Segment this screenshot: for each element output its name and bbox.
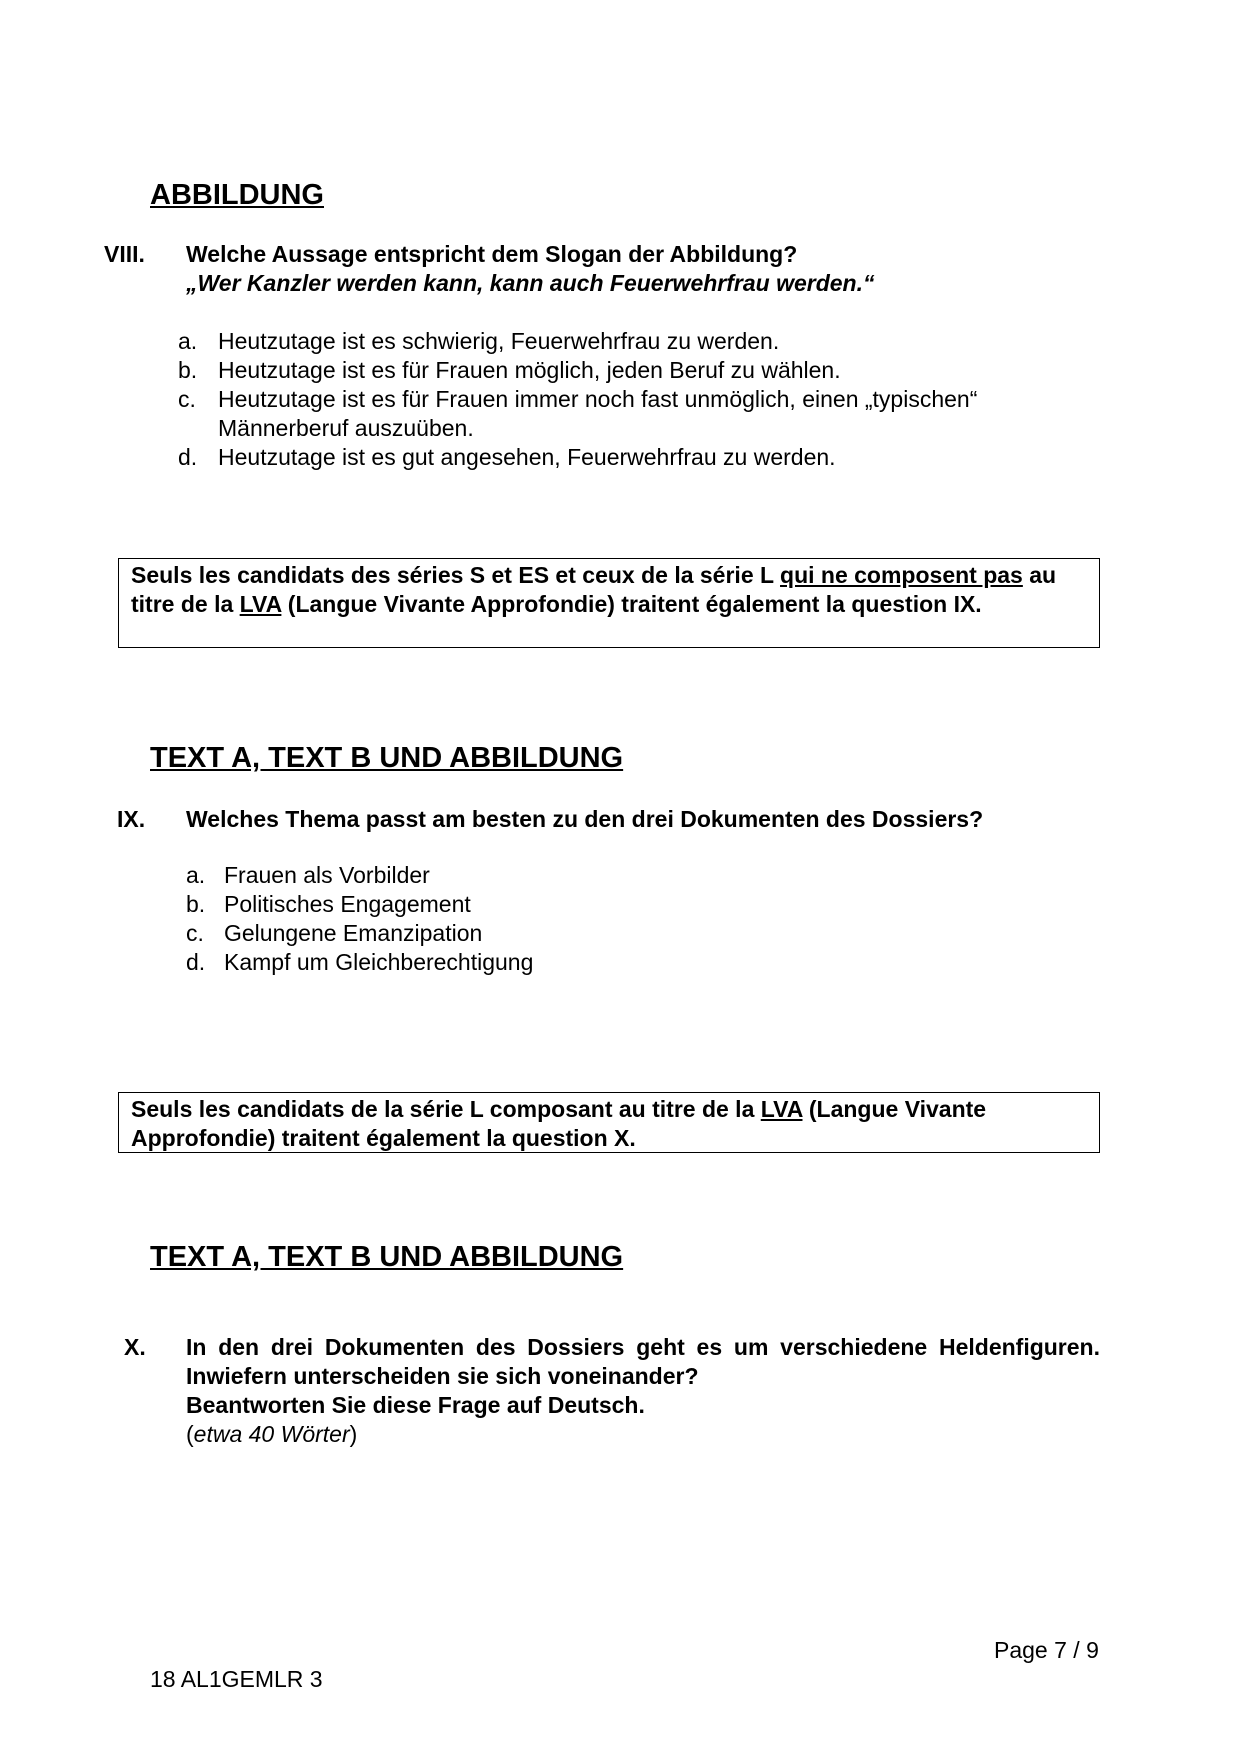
- question-number-x: X.: [124, 1334, 146, 1360]
- option-d: d. Heutzutage ist es gut angesehen, Feuerwehrfrau zu werden.: [178, 444, 836, 470]
- section-x-heading: TEXT A, TEXT B UND ABBILDUNG: [150, 1241, 624, 1273]
- page-number: Page 7 / 9: [994, 1637, 1099, 1663]
- question-viii-slogan: „Wer Kanzler werden kann, kann auch Feuerwehrfrau werden.“: [186, 270, 875, 296]
- question-viii-text: Welche Aussage entspricht dem Slogan der Abbildung?: [186, 241, 798, 267]
- question-number-viii: VIII.: [104, 241, 145, 267]
- section-viii-heading: ABBILDUNG: [150, 179, 324, 211]
- document-code: 18 AL1GEMLR 3: [150, 1666, 323, 1692]
- notice-question-x: Seuls les candidats de la série L composant au titre de la LVA (Langue Vivante Approfondie) traitent également la question X.: [118, 1092, 1100, 1153]
- option-a: a. Frauen als Vorbilder: [186, 862, 430, 888]
- word-count-hint: (etwa 40 Wörter): [186, 1421, 358, 1447]
- notice-question-ix: Seuls les candidats des séries S et ES et ceux de la série L qui ne composent pas au titre de la LVA (Langue Vivante Approfondie) traitent également la question IX.: [118, 558, 1100, 648]
- option-b: b. Heutzutage ist es für Frauen möglich, jeden Beruf zu wählen.: [178, 357, 841, 383]
- option-c: c. Gelungene Emanzipation: [186, 920, 483, 946]
- option-a: a. Heutzutage ist es schwierig, Feuerwehrfrau zu werden.: [178, 328, 780, 354]
- section-ix-heading: TEXT A, TEXT B UND ABBILDUNG: [150, 742, 624, 774]
- option-d: d. Kampf um Gleichberechtigung: [186, 949, 534, 975]
- question-ix-options: [186, 861, 886, 977]
- question-ix-text: Welches Thema passt am besten zu den drei Dokumenten des Dossiers?: [186, 806, 984, 832]
- question-viii-options: [178, 327, 1088, 472]
- option-b: b. Politisches Engagement: [186, 891, 471, 917]
- option-c: c. Heutzutage ist es für Frauen immer noch fast unmöglich, einen „typischen“ Männerberuf auszuüben.: [178, 386, 978, 441]
- question-x-instruction: Beantworten Sie diese Frage auf Deutsch.: [186, 1392, 645, 1418]
- question-x-text: In den drei Dokumenten des Dossiers geht es um verschiedene Heldenfiguren. Inwiefern unterscheiden sie sich voneinander?: [186, 1334, 1100, 1389]
- question-number-ix: IX.: [117, 806, 146, 832]
